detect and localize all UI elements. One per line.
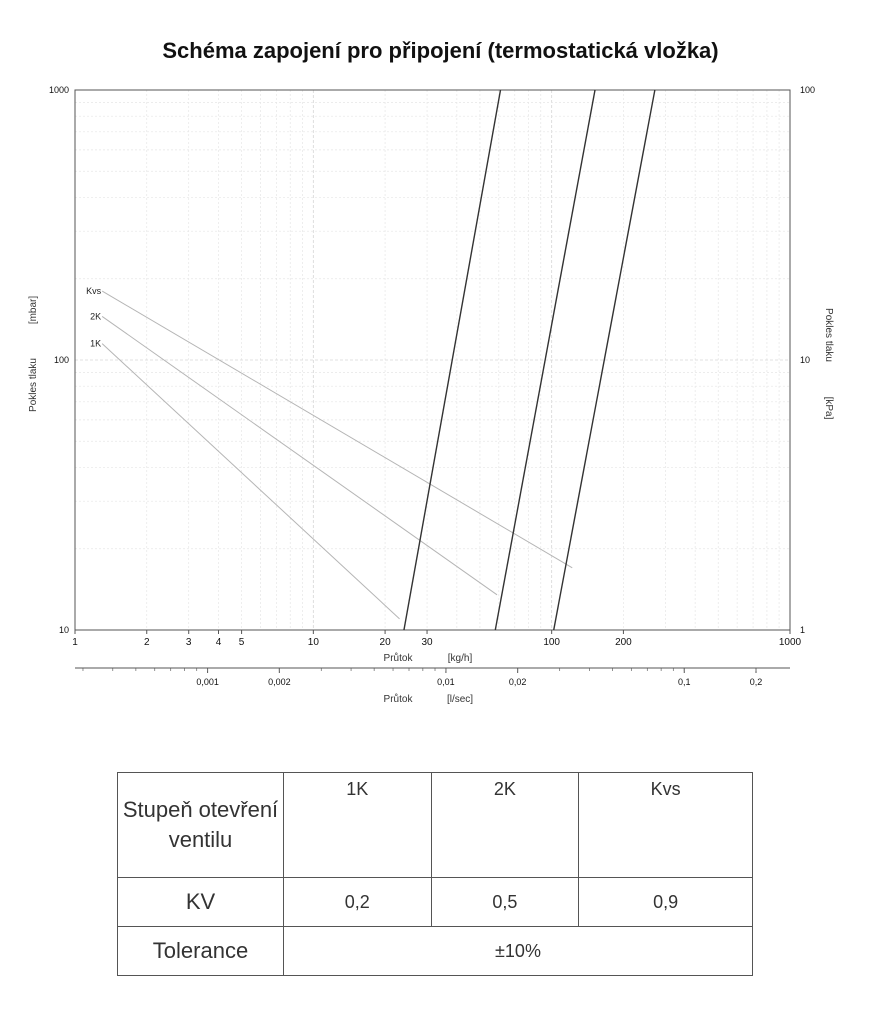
series-label-kvs: Kvs: [86, 286, 102, 297]
y-right-tick-label: 1: [800, 625, 806, 635]
y-axis-right-unit: [kPa]: [823, 396, 834, 420]
y-left-tick-label: 100: [53, 355, 69, 365]
table-row: [118, 927, 753, 976]
x2-tick-label: 0,01: [437, 677, 455, 687]
y-axis-right-label: Pokles tlaku: [823, 308, 834, 362]
kv-value-kvs: 0,9: [579, 878, 753, 927]
x-tick-label: 30: [421, 637, 433, 648]
x2-tick-label: 0,02: [508, 677, 527, 687]
tolerance-row-label: Tolerance: [118, 927, 284, 976]
x2-tick-label: 0,1: [677, 677, 691, 687]
series-label-1k: 1K: [90, 338, 102, 349]
x-axis-lsec-unit: [l/sec]: [446, 694, 474, 705]
x2-tick-label: 0,002: [268, 677, 291, 687]
column-2k-header: 2K: [431, 773, 579, 878]
label-leaders: [86, 286, 572, 619]
x-axis-lsec-label: Průtok: [383, 694, 413, 705]
x-tick-label: 1: [72, 637, 78, 648]
y-left-tick-label: 1000: [48, 85, 69, 95]
kv-value-2k: 0,5: [431, 878, 579, 927]
leader-line-kvs: [102, 291, 572, 568]
x-tick-label: 2: [143, 637, 150, 648]
x-axis-ticks: [72, 630, 801, 648]
x-tick-label: 1000: [778, 637, 802, 648]
x-tick-label: 5: [238, 637, 245, 648]
kv-row-label: KV: [118, 878, 284, 927]
table-row: [118, 878, 753, 927]
y-left-tick-label: 10: [58, 625, 69, 635]
x-tick-label: 3: [185, 637, 192, 648]
x-tick-label: 200: [615, 637, 632, 648]
x-tick-label: 100: [543, 637, 561, 648]
tolerance-value: ±10%: [284, 927, 753, 976]
leader-line-1k: [102, 344, 399, 619]
x-axis-label: Průtok: [383, 653, 413, 664]
x-axis-lsec-ticks: [83, 668, 762, 687]
y-axis-left-label: Pokles tlaku: [28, 358, 39, 412]
x2-tick-label: 0,2: [749, 677, 763, 687]
x-tick-label: 10: [307, 637, 319, 648]
opening-degree-header: Stupeň otevření ventilu: [118, 773, 284, 878]
x2-tick-label: 0,001: [196, 677, 219, 687]
leader-line-2k: [102, 316, 497, 594]
x-axis-unit: [kg/h]: [447, 653, 473, 664]
column-kvs-header: Kvs: [579, 773, 753, 878]
page-title: Schéma zapojení pro připojení (termostatická vložka): [162, 38, 719, 63]
kv-value-1k: 0,2: [284, 878, 432, 927]
column-1k-header: 1K: [284, 773, 432, 878]
x-tick-label: 4: [215, 637, 222, 648]
y-right-tick-label: 10: [800, 355, 811, 365]
valve-spec-table: [117, 772, 753, 976]
series-label-2k: 2K: [90, 311, 102, 322]
y-right-tick-label: 100: [800, 85, 816, 95]
x-tick-label: 20: [379, 637, 391, 648]
y-axis-left-unit: [mbar]: [28, 295, 39, 325]
table-row: [118, 773, 753, 878]
